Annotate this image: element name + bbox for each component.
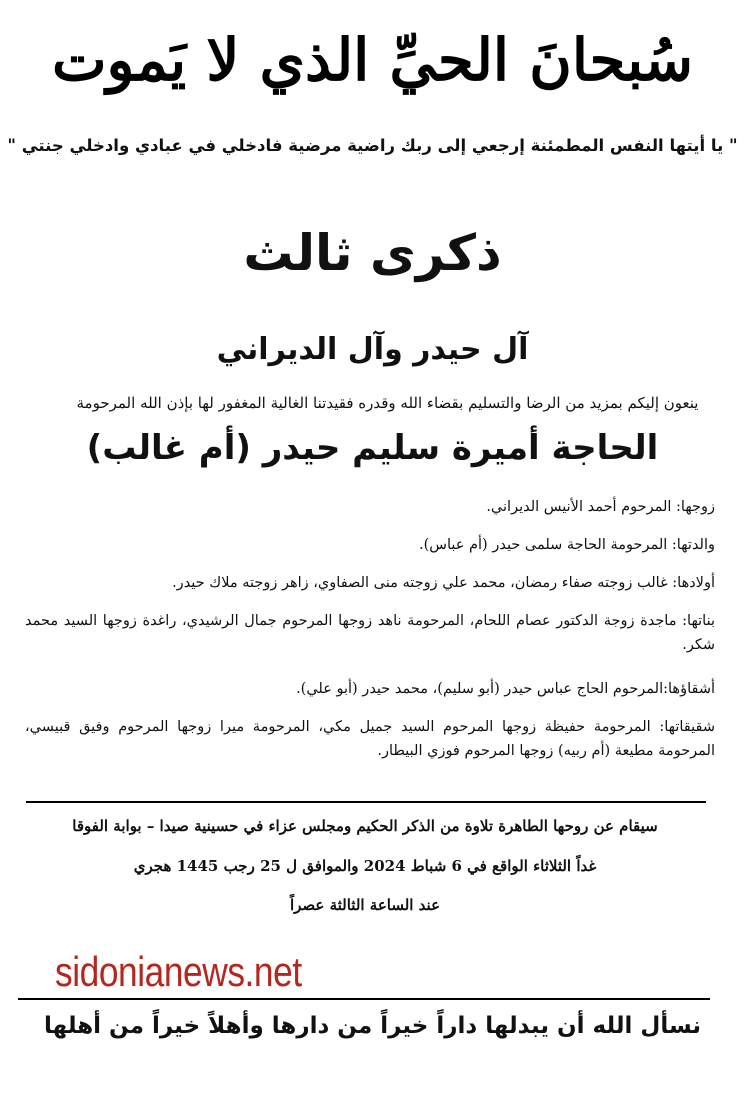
quran-verse: " يا أيتها النفس المطمئنة إرجعي إلى ربك راضية مرضية فادخلي في عبادي وادخلي جنتي " [7,136,738,155]
families-heading: آل حيدر وآل الديراني [216,332,529,367]
daughters-line: بناتها: ماجدة زوجة الدكتور عصام اللحام، المرحومة ناهد زوجها المرحوم جمال الرشيدي، راغدة زوجها السيد محمد شكر. [25,613,715,653]
service-date: غداً الثلاثاء الواقع في 6 شباط 2024 والموافق ل 25 رجب 1445 هجري [133,857,597,875]
sisters-line: شقيقاتها: المرحومة حفيظة زوجها المرحوم السيد جميل مكي، المرحومة ميرا زوجها المرحوم وفيق قبيسي، المرحومة مطيعة (أم ربيه) زوجها المرحوم فوزي البيطار. [25,719,715,759]
service-time: عند الساعة الثالثة عصراً [289,896,441,914]
memorial-title: ذكرى ثالث [243,224,502,282]
deceased-name: الحاجة أميرة سليم حيدر (أم غالب) [86,428,659,468]
mother-line: والدتها: المرحومة الحاجة سلمى حيدر (أم عباس). [419,537,715,553]
brothers-line: أشقاؤها:المرحوم الحاج عباس حيدر (أبو سليم)، محمد حيدر (أبو علي). [296,681,715,697]
closing-prayer: نسأل الله أن يبدلها داراً خيراً من دارها وأهلاً خيراً من أهلها [44,1013,701,1039]
service-venue: سيقام عن روحها الطاهرة تلاوة من الذكر الحكيم ومجلس عزاء في حسينية صيدا – بوابة الفوقا [72,817,658,835]
site-watermark: sidonianews.net [55,948,302,995]
calligraphy-header: سُبحانَ الحيِّ الذي لا يَموت [51,26,694,94]
divider-bottom [18,998,710,1000]
divider-top [26,801,706,803]
announcement-intro: ينعون إليكم بمزيد من الرضا والتسليم بقضاء الله وقدره فقيدتنا الغالية المغفور لها بإذن الله المرحومة [76,394,699,412]
sons-line: أولادها: غالب زوجته صفاء رمضان، محمد علي زوجته منى الصفاوي، زاهر زوجته ملاك حيدر. [172,575,715,591]
husband-line: زوجها: المرحوم أحمد الأنيس الديراني. [486,499,715,515]
